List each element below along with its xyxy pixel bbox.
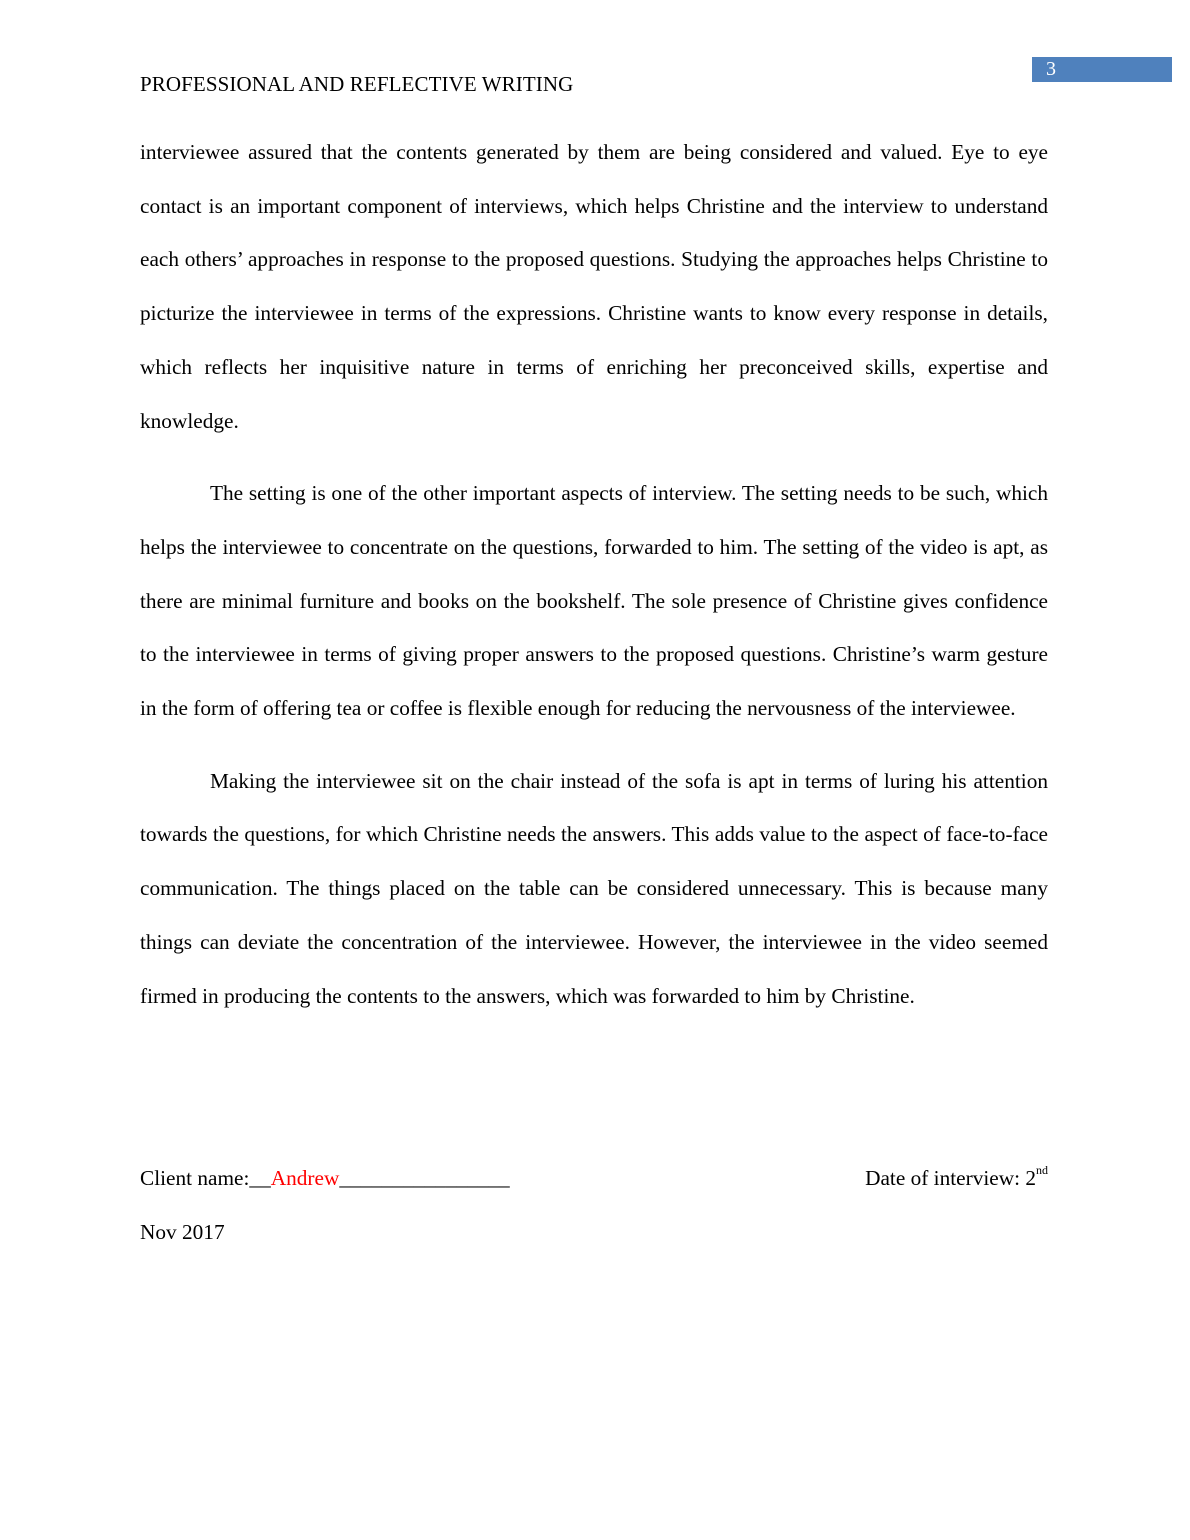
client-name-value: Andrew	[270, 1166, 340, 1190]
interview-date-continuation: Nov 2017	[140, 1220, 225, 1244]
paragraph-2: The setting is one of the other important aspects of interview. The setting needs to be such, which helps the interviewee to concentrate on the questions, forwarded to him. The setting of the video is apt, as there are minimal furniture and books on the bookshelf. The sole presence of Christine gives confidence to the interviewee in terms of giving proper answers to the proposed questions. Christine’s warm gesture in the form of offering tea or coffee is flexible enough for reducing the nervousness of the interviewee.	[140, 481, 1048, 721]
running-head: PROFESSIONAL AND REFLECTIVE WRITING	[140, 72, 574, 96]
paragraph-3: Making the interviewee sit on the chair instead of the sofa is apt in terms of luring his attention towards the questions, for which Christine needs the answers. This adds value to the aspect of face-to-face communication. The things placed on the table can be considered unnecessary. This is because many things can deviate the concentration of the interviewee. However, the interviewee in the video seemed firmed in producing the contents to the answers, which was forwarded to him by Christine.	[140, 768, 1048, 1008]
client-info-row	[140, 1151, 1048, 1205]
document-body	[140, 126, 1048, 1023]
page-number-box	[1032, 57, 1172, 82]
page-number: 3	[1046, 58, 1056, 80]
interview-date-ordinal: nd	[1036, 1162, 1048, 1177]
interview-date-label: Date of interview: 2	[865, 1166, 1036, 1190]
interview-date	[865, 1151, 1048, 1205]
client-name-blank-prefix: __	[249, 1166, 271, 1190]
client-name-label: Client name:	[140, 1166, 250, 1190]
client-name-blank-suffix: ________________	[339, 1166, 510, 1190]
paragraph-1: interviewee assured that the contents generated by them are being considered and valued. Eye to eye contact is an important component of interviews, which helps Christine and the interview to understand each others’ approaches in response to the proposed questions. Studying the approaches helps Christine to picturize the interviewee in terms of the expressions. Christine wants to know every response in details, which reflects her inquisitive nature in terms of enriching her preconceived skills, expertise and knowledge.	[140, 140, 1048, 433]
